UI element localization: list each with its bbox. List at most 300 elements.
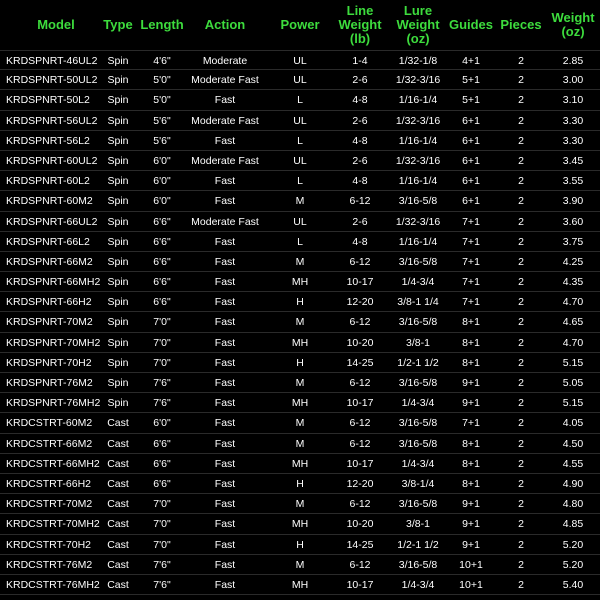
cell-lure-weight: 1/16-1/4 bbox=[398, 175, 438, 188]
cell-type: Spin bbox=[107, 134, 129, 147]
header-power: Power bbox=[280, 17, 320, 32]
cell-lure-weight: 1/2-1 1/2 bbox=[397, 356, 439, 369]
cell-type: Cast bbox=[107, 417, 129, 430]
table-row bbox=[0, 373, 600, 393]
cell-length: 6'6" bbox=[153, 276, 171, 289]
header-length: Length bbox=[140, 17, 184, 32]
cell-lure-weight: 1/32-3/16 bbox=[395, 114, 441, 127]
cell-weight: 4.50 bbox=[562, 437, 584, 450]
cell-power: M bbox=[295, 377, 305, 389]
cell-weight: 5.05 bbox=[562, 377, 584, 389]
cell-weight: 4.70 bbox=[562, 296, 584, 309]
cell-pieces: 2 bbox=[518, 538, 524, 551]
cell-type: Cast bbox=[107, 578, 129, 591]
cell-power: M bbox=[295, 195, 305, 208]
cell-length: 6'6" bbox=[153, 437, 171, 450]
table-row bbox=[0, 292, 600, 312]
cell-weight: 3.60 bbox=[562, 215, 584, 228]
cell-guides: 8+1 bbox=[462, 336, 480, 349]
cell-line-weight: 14-25 bbox=[346, 538, 374, 551]
cell-guides: 9+1 bbox=[462, 498, 480, 511]
cell-power: UL bbox=[293, 114, 307, 127]
cell-action: Fast bbox=[214, 498, 236, 511]
cell-type: Spin bbox=[107, 74, 129, 87]
cell-action: Moderate Fast bbox=[191, 114, 259, 127]
cell-model: KRDSPNRT-50L2 bbox=[6, 94, 90, 107]
cell-power: MH bbox=[291, 276, 309, 289]
cell-line-weight: 14-25 bbox=[346, 356, 374, 369]
cell-line-weight: 4-8 bbox=[352, 175, 368, 188]
cell-guides: 10+1 bbox=[459, 558, 483, 571]
table-row bbox=[0, 131, 600, 151]
cell-weight: 5.15 bbox=[562, 356, 584, 369]
table-row bbox=[0, 535, 600, 555]
cell-type: Spin bbox=[107, 316, 129, 329]
cell-type: Spin bbox=[107, 235, 129, 248]
cell-model: KRDSPNRT-66M2 bbox=[6, 255, 93, 268]
cell-lure-weight: 3/16-5/8 bbox=[398, 255, 438, 268]
cell-model: KRDCSTRT-66H2 bbox=[6, 477, 91, 490]
cell-guides: 7+1 bbox=[462, 215, 480, 228]
cell-weight: 5.20 bbox=[562, 538, 584, 551]
cell-lure-weight: 3/8-1 1/4 bbox=[397, 296, 439, 309]
cell-action: Fast bbox=[214, 578, 236, 591]
cell-guides: 6+1 bbox=[462, 134, 480, 147]
cell-weight: 4.70 bbox=[562, 336, 584, 349]
cell-weight: 3.90 bbox=[562, 195, 584, 208]
cell-pieces: 2 bbox=[518, 377, 524, 389]
cell-lure-weight: 3/16-5/8 bbox=[398, 558, 438, 571]
cell-lure-weight: 1/16-1/4 bbox=[398, 94, 438, 107]
cell-model: KRDSPNRT-70H2 bbox=[6, 356, 92, 369]
cell-action: Fast bbox=[214, 518, 236, 531]
cell-guides: 5+1 bbox=[462, 74, 480, 87]
table-row bbox=[0, 232, 600, 252]
cell-pieces: 2 bbox=[518, 437, 524, 450]
cell-line-weight: 6-12 bbox=[349, 255, 371, 268]
table-row bbox=[0, 171, 600, 191]
table-row bbox=[0, 252, 600, 272]
cell-pieces: 2 bbox=[518, 255, 524, 268]
cell-guides: 7+1 bbox=[462, 417, 480, 430]
table-row bbox=[0, 151, 600, 171]
cell-type: Spin bbox=[107, 175, 129, 188]
cell-action: Fast bbox=[214, 538, 236, 551]
cell-length: 6'6" bbox=[153, 255, 171, 268]
cell-line-weight: 4-8 bbox=[352, 94, 368, 107]
cell-power: M bbox=[295, 316, 305, 329]
cell-line-weight: 6-12 bbox=[349, 417, 371, 430]
cell-line-weight: 4-8 bbox=[352, 235, 368, 248]
cell-power: H bbox=[296, 356, 304, 369]
cell-model: KRDSPNRT-76M2 bbox=[6, 377, 93, 389]
cell-type: Spin bbox=[107, 336, 129, 349]
cell-length: 7'6" bbox=[153, 397, 171, 410]
cell-pieces: 2 bbox=[518, 296, 524, 309]
cell-model: KRDSPNRT-76MH2 bbox=[6, 397, 101, 410]
cell-model: KRDCSTRT-70M2 bbox=[6, 498, 93, 511]
cell-model: KRDCSTRT-66M2 bbox=[6, 437, 93, 450]
cell-action: Moderate Fast bbox=[191, 154, 259, 167]
cell-action: Fast bbox=[214, 558, 236, 571]
cell-pieces: 2 bbox=[518, 235, 524, 248]
cell-action: Fast bbox=[214, 356, 236, 369]
cell-pieces: 2 bbox=[518, 94, 524, 107]
cell-weight: 5.20 bbox=[562, 558, 584, 571]
cell-weight: 3.45 bbox=[562, 154, 584, 167]
cell-model: KRDSPNRT-66MH2 bbox=[6, 276, 101, 289]
cell-pieces: 2 bbox=[518, 356, 524, 369]
cell-weight: 4.90 bbox=[562, 477, 584, 490]
cell-lure-weight: 1/32-3/16 bbox=[395, 154, 441, 167]
table-row bbox=[0, 212, 600, 232]
cell-line-weight: 10-17 bbox=[346, 276, 374, 289]
table-row bbox=[0, 555, 600, 575]
cell-type: Spin bbox=[107, 215, 129, 228]
cell-type: Cast bbox=[107, 558, 129, 571]
cell-action: Fast bbox=[214, 296, 236, 309]
cell-power: L bbox=[297, 134, 303, 147]
cell-type: Spin bbox=[107, 397, 129, 410]
cell-weight: 3.75 bbox=[562, 235, 584, 248]
table-row bbox=[0, 575, 600, 595]
cell-lure-weight: 3/16-5/8 bbox=[398, 437, 438, 450]
table-row bbox=[0, 514, 600, 534]
cell-length: 6'6" bbox=[153, 215, 171, 228]
cell-pieces: 2 bbox=[518, 336, 524, 349]
cell-weight: 4.85 bbox=[562, 518, 584, 531]
cell-guides: 8+1 bbox=[462, 437, 480, 450]
table-row bbox=[0, 353, 600, 373]
cell-action: Fast bbox=[214, 457, 236, 470]
cell-weight: 3.55 bbox=[562, 175, 584, 188]
cell-model: KRDSPNRT-60L2 bbox=[6, 175, 90, 188]
cell-model: KRDCSTRT-66MH2 bbox=[6, 457, 100, 470]
cell-weight: 4.35 bbox=[562, 276, 584, 289]
cell-type: Cast bbox=[107, 437, 129, 450]
cell-power: M bbox=[295, 437, 305, 450]
cell-length: 6'6" bbox=[153, 477, 171, 490]
cell-type: Spin bbox=[107, 356, 129, 369]
cell-guides: 6+1 bbox=[462, 154, 480, 167]
cell-action: Fast bbox=[214, 417, 236, 430]
table-row bbox=[0, 333, 600, 353]
cell-power: M bbox=[295, 498, 305, 511]
cell-type: Spin bbox=[107, 296, 129, 309]
cell-guides: 4+1 bbox=[462, 55, 480, 67]
cell-weight: 3.30 bbox=[562, 134, 584, 147]
cell-pieces: 2 bbox=[518, 195, 524, 208]
cell-lure-weight: 3/16-5/8 bbox=[398, 498, 438, 511]
cell-power: M bbox=[295, 255, 305, 268]
cell-length: 5'6" bbox=[153, 114, 171, 127]
cell-model: KRDCSTRT-70H2 bbox=[6, 538, 91, 551]
cell-model: KRDSPNRT-70MH2 bbox=[6, 336, 101, 349]
cell-pieces: 2 bbox=[518, 558, 524, 571]
cell-lure-weight: 3/8-1/4 bbox=[401, 477, 435, 490]
cell-pieces: 2 bbox=[518, 498, 524, 511]
cell-pieces: 2 bbox=[518, 316, 524, 329]
cell-model: KRDSPNRT-56L2 bbox=[6, 134, 90, 147]
cell-action: Fast bbox=[214, 316, 236, 329]
cell-model: KRDSPNRT-66UL2 bbox=[6, 215, 98, 228]
cell-action: Fast bbox=[214, 175, 236, 188]
cell-type: Spin bbox=[107, 377, 129, 389]
table-row bbox=[0, 90, 600, 110]
cell-line-weight: 2-6 bbox=[352, 154, 368, 167]
cell-length: 7'0" bbox=[153, 498, 171, 511]
cell-length: 7'0" bbox=[153, 356, 171, 369]
cell-power: H bbox=[296, 538, 304, 551]
cell-type: Spin bbox=[107, 55, 129, 67]
cell-type: Cast bbox=[107, 457, 129, 470]
cell-line-weight: 4-8 bbox=[352, 134, 368, 147]
cell-weight: 5.40 bbox=[562, 578, 584, 591]
cell-length: 7'6" bbox=[153, 558, 171, 571]
cell-action: Moderate Fast bbox=[191, 74, 259, 87]
header-action: Action bbox=[204, 17, 246, 32]
cell-weight: 4.80 bbox=[562, 498, 584, 511]
header-line-weight: Line Weight (lb) bbox=[338, 3, 382, 46]
cell-guides: 6+1 bbox=[462, 114, 480, 127]
cell-model: KRDSPNRT-66L2 bbox=[6, 235, 90, 248]
cell-line-weight: 6-12 bbox=[349, 195, 371, 208]
cell-action: Fast bbox=[214, 235, 236, 248]
cell-guides: 8+1 bbox=[462, 457, 480, 470]
table-row bbox=[0, 454, 600, 474]
cell-pieces: 2 bbox=[518, 417, 524, 430]
cell-power: H bbox=[296, 477, 304, 490]
table-row bbox=[0, 474, 600, 494]
cell-line-weight: 10-17 bbox=[346, 578, 374, 591]
header-type: Type bbox=[103, 17, 133, 32]
cell-model: KRDSPNRT-50UL2 bbox=[6, 74, 98, 87]
cell-line-weight: 12-20 bbox=[346, 477, 374, 490]
cell-line-weight: 10-17 bbox=[346, 457, 374, 470]
cell-lure-weight: 3/16-5/8 bbox=[398, 377, 438, 389]
cell-action: Fast bbox=[214, 336, 236, 349]
cell-line-weight: 6-12 bbox=[349, 437, 371, 450]
cell-length: 6'0" bbox=[153, 417, 171, 430]
cell-weight: 3.10 bbox=[562, 94, 584, 107]
cell-pieces: 2 bbox=[518, 578, 524, 591]
header-weight: Weight (oz) bbox=[551, 10, 595, 39]
header-lure-weight: Lure Weight (oz) bbox=[396, 3, 440, 46]
cell-power: MH bbox=[291, 457, 309, 470]
cell-line-weight: 6-12 bbox=[349, 498, 371, 511]
cell-length: 6'6" bbox=[153, 235, 171, 248]
cell-line-weight: 2-6 bbox=[352, 114, 368, 127]
cell-type: Spin bbox=[107, 276, 129, 289]
cell-guides: 7+1 bbox=[462, 276, 480, 289]
header-pieces: Pieces bbox=[500, 17, 542, 32]
cell-pieces: 2 bbox=[518, 276, 524, 289]
cell-line-weight: 10-20 bbox=[346, 336, 374, 349]
cell-guides: 9+1 bbox=[462, 377, 480, 389]
cell-model: KRDCSTRT-76M2 bbox=[6, 558, 93, 571]
header-guides: Guides bbox=[448, 17, 494, 32]
cell-line-weight: 10-20 bbox=[346, 518, 374, 531]
cell-lure-weight: 1/4-3/4 bbox=[401, 397, 435, 410]
table-row bbox=[0, 50, 600, 70]
cell-length: 6'6" bbox=[153, 296, 171, 309]
cell-power: L bbox=[297, 235, 303, 248]
cell-type: Cast bbox=[107, 538, 129, 551]
cell-action: Fast bbox=[214, 397, 236, 410]
cell-power: MH bbox=[291, 518, 309, 531]
cell-action: Fast bbox=[214, 94, 236, 107]
cell-lure-weight: 3/8-1 bbox=[406, 518, 430, 531]
cell-guides: 5+1 bbox=[462, 94, 480, 107]
cell-power: MH bbox=[291, 336, 309, 349]
table-header bbox=[0, 0, 600, 50]
cell-line-weight: 6-12 bbox=[349, 316, 371, 329]
table-row bbox=[0, 494, 600, 514]
table-body bbox=[0, 50, 600, 595]
cell-guides: 9+1 bbox=[462, 518, 480, 531]
table-row bbox=[0, 111, 600, 131]
cell-type: Cast bbox=[107, 477, 129, 490]
cell-lure-weight: 3/16-5/8 bbox=[398, 195, 438, 208]
cell-length: 7'0" bbox=[153, 518, 171, 531]
cell-lure-weight: 1/2-1 1/2 bbox=[397, 538, 439, 551]
cell-lure-weight: 1/32-3/16 bbox=[395, 74, 441, 87]
cell-weight: 3.00 bbox=[562, 74, 584, 87]
cell-length: 5'0" bbox=[153, 74, 171, 87]
cell-line-weight: 10-17 bbox=[346, 397, 374, 410]
cell-lure-weight: 1/4-3/4 bbox=[401, 457, 435, 470]
cell-line-weight: 2-6 bbox=[352, 215, 368, 228]
cell-model: KRDSPNRT-46UL2 bbox=[6, 55, 98, 67]
table-row bbox=[0, 272, 600, 292]
cell-line-weight: 12-20 bbox=[346, 296, 374, 309]
cell-guides: 9+1 bbox=[462, 397, 480, 410]
cell-lure-weight: 1/16-1/4 bbox=[398, 235, 438, 248]
cell-power: L bbox=[297, 175, 303, 188]
cell-weight: 4.05 bbox=[562, 417, 584, 430]
cell-weight: 2.85 bbox=[562, 55, 584, 67]
cell-action: Fast bbox=[214, 134, 236, 147]
cell-action: Fast bbox=[214, 377, 236, 389]
cell-action: Fast bbox=[214, 255, 236, 268]
cell-weight: 4.25 bbox=[562, 255, 584, 268]
cell-type: Spin bbox=[107, 94, 129, 107]
cell-model: KRDSPNRT-66H2 bbox=[6, 296, 92, 309]
cell-power: L bbox=[297, 94, 303, 107]
cell-lure-weight: 1/32-3/16 bbox=[395, 215, 441, 228]
cell-type: Spin bbox=[107, 154, 129, 167]
cell-line-weight: 2-6 bbox=[352, 74, 368, 87]
cell-guides: 7+1 bbox=[462, 296, 480, 309]
cell-length: 6'6" bbox=[153, 457, 171, 470]
cell-lure-weight: 3/8-1 bbox=[406, 336, 430, 349]
cell-length: 7'0" bbox=[153, 336, 171, 349]
table-row bbox=[0, 413, 600, 433]
cell-guides: 8+1 bbox=[462, 316, 480, 329]
cell-power: MH bbox=[291, 397, 309, 410]
cell-length: 7'6" bbox=[153, 578, 171, 591]
cell-length: 7'6" bbox=[153, 377, 171, 389]
cell-action: Fast bbox=[214, 276, 236, 289]
cell-guides: 8+1 bbox=[462, 477, 480, 490]
cell-length: 4'6" bbox=[153, 55, 171, 67]
cell-length: 5'0" bbox=[153, 94, 171, 107]
cell-type: Spin bbox=[107, 114, 129, 127]
cell-pieces: 2 bbox=[518, 55, 524, 67]
cell-pieces: 2 bbox=[518, 215, 524, 228]
cell-power: MH bbox=[291, 578, 309, 591]
cell-model: KRDCSTRT-60M2 bbox=[6, 417, 93, 430]
cell-lure-weight: 1/4-3/4 bbox=[401, 578, 435, 591]
cell-power: UL bbox=[293, 74, 307, 87]
cell-action: Moderate bbox=[202, 55, 248, 67]
cell-action: Fast bbox=[214, 195, 236, 208]
cell-model: KRDCSTRT-76MH2 bbox=[6, 578, 100, 591]
cell-pieces: 2 bbox=[518, 397, 524, 410]
table-row bbox=[0, 312, 600, 332]
cell-guides: 6+1 bbox=[462, 195, 480, 208]
cell-length: 5'6" bbox=[153, 134, 171, 147]
cell-type: Cast bbox=[107, 498, 129, 511]
cell-pieces: 2 bbox=[518, 477, 524, 490]
cell-guides: 9+1 bbox=[462, 538, 480, 551]
cell-line-weight: 6-12 bbox=[349, 377, 371, 389]
cell-length: 6'0" bbox=[153, 175, 171, 188]
cell-lure-weight: 1/4-3/4 bbox=[401, 276, 435, 289]
cell-model: KRDCSTRT-70MH2 bbox=[6, 518, 100, 531]
cell-lure-weight: 3/16-5/8 bbox=[398, 417, 438, 430]
cell-action: Fast bbox=[214, 437, 236, 450]
table-row bbox=[0, 393, 600, 413]
cell-pieces: 2 bbox=[518, 114, 524, 127]
cell-guides: 7+1 bbox=[462, 255, 480, 268]
table-row bbox=[0, 434, 600, 454]
cell-weight: 4.55 bbox=[562, 457, 584, 470]
cell-power: UL bbox=[293, 215, 307, 228]
cell-line-weight: 1-4 bbox=[352, 55, 368, 67]
cell-guides: 10+1 bbox=[459, 578, 483, 591]
cell-pieces: 2 bbox=[518, 134, 524, 147]
cell-type: Cast bbox=[107, 518, 129, 531]
cell-action: Moderate Fast bbox=[191, 215, 259, 228]
header-model: Model bbox=[37, 17, 75, 32]
cell-power: UL bbox=[293, 55, 307, 67]
cell-type: Spin bbox=[107, 195, 129, 208]
cell-power: UL bbox=[293, 154, 307, 167]
cell-model: KRDSPNRT-56UL2 bbox=[6, 114, 98, 127]
cell-model: KRDSPNRT-70M2 bbox=[6, 316, 93, 329]
cell-guides: 8+1 bbox=[462, 356, 480, 369]
cell-power: H bbox=[296, 296, 304, 309]
cell-pieces: 2 bbox=[518, 154, 524, 167]
cell-type: Spin bbox=[107, 255, 129, 268]
cell-action: Fast bbox=[214, 477, 236, 490]
table-row bbox=[0, 70, 600, 90]
cell-length: 7'0" bbox=[153, 538, 171, 551]
cell-pieces: 2 bbox=[518, 74, 524, 87]
cell-weight: 3.30 bbox=[562, 114, 584, 127]
cell-line-weight: 6-12 bbox=[349, 558, 371, 571]
cell-weight: 4.65 bbox=[562, 316, 584, 329]
cell-power: M bbox=[295, 558, 305, 571]
cell-power: M bbox=[295, 417, 305, 430]
cell-pieces: 2 bbox=[518, 518, 524, 531]
cell-length: 6'0" bbox=[153, 154, 171, 167]
cell-pieces: 2 bbox=[518, 457, 524, 470]
cell-lure-weight: 1/32-1/8 bbox=[398, 55, 438, 67]
table-row bbox=[0, 191, 600, 211]
cell-length: 6'0" bbox=[153, 195, 171, 208]
